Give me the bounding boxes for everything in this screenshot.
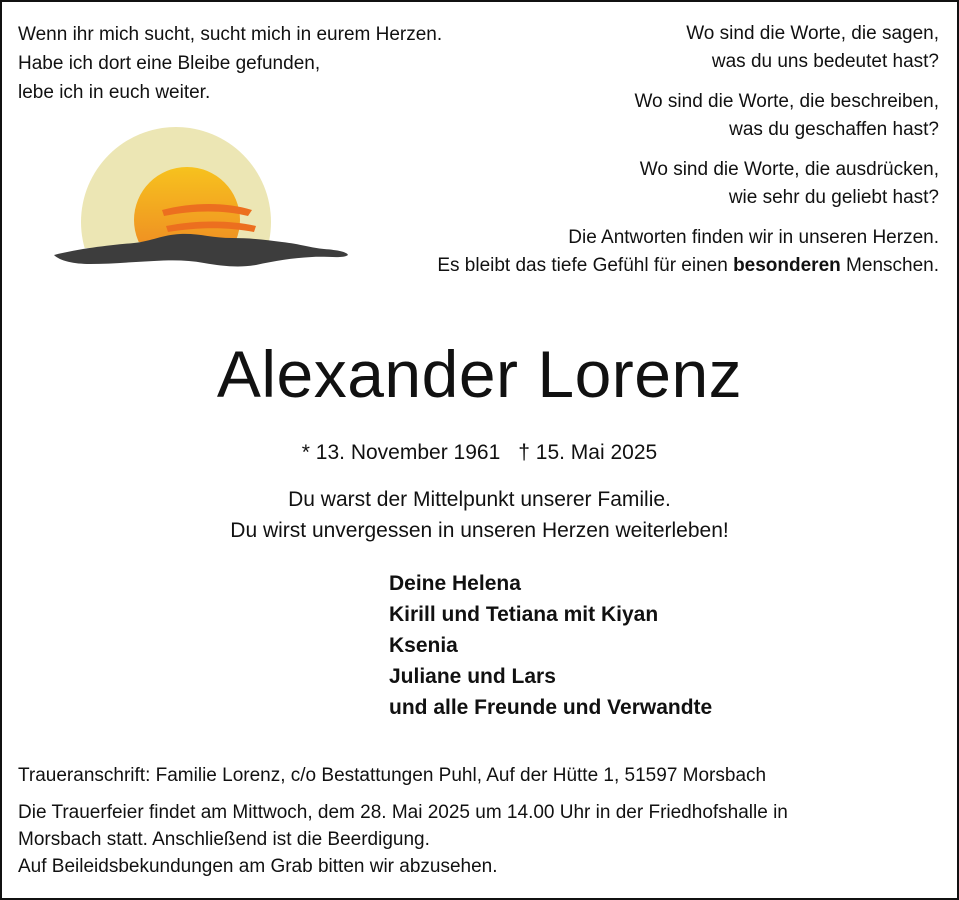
poem-right-line: was du geschaffen hast? xyxy=(729,119,939,140)
poem-stanza xyxy=(379,88,939,144)
deceased-name: Alexander Lorenz xyxy=(216,337,743,411)
footer-info xyxy=(18,762,938,880)
poem-stanza xyxy=(379,156,939,212)
poem-left-line: Wenn ihr mich sucht, sucht mich in eurem Herzen. xyxy=(18,24,443,45)
mourner-line: Deine Helena xyxy=(389,572,521,595)
notice-line: Die Trauerfeier findet am Mittwoch, dem 28. Mai 2025 um 14.00 Uhr in der Friedhofshalle in xyxy=(18,802,788,823)
poem-right-line: wie sehr du geliebt hast? xyxy=(728,187,939,208)
epitaph xyxy=(2,484,957,546)
poem-stanza xyxy=(379,20,939,76)
poem-right xyxy=(379,20,939,292)
mourner-line: Juliane und Lars xyxy=(389,665,556,688)
epitaph-line: Du wirst unvergessen in unseren Herzen weiterleben! xyxy=(230,519,729,542)
poem-left-line: lebe ich in euch weiter. xyxy=(18,82,211,103)
life-dates xyxy=(2,438,957,468)
birth-date: * 13. November 1961 xyxy=(301,441,501,464)
poem-right-line: Die Antworten finden wir in unseren Herzen. xyxy=(568,227,939,248)
poem-right-line: Wo sind die Worte, die ausdrücken, xyxy=(639,159,939,180)
poem-text: Es bleibt das tiefe Gefühl für einen xyxy=(437,255,734,276)
poem-right-line: Wo sind die Worte, die sagen, xyxy=(686,23,939,44)
notice-line: Morsbach statt. Anschließend ist die Beerdigung. xyxy=(18,829,430,850)
mourner-line: und alle Freunde und Verwandte xyxy=(389,696,713,719)
poem-right-line xyxy=(379,252,939,280)
poem-stanza xyxy=(379,224,939,280)
notice-line: Auf Beileidsbekundungen am Grab bitten wir abzusehen. xyxy=(18,856,498,877)
poem-text: Menschen. xyxy=(840,255,939,276)
funeral-notice xyxy=(18,799,938,880)
mourner-line: Ksenia xyxy=(389,634,458,657)
poem-right-line: was du uns bedeutet hast? xyxy=(711,51,939,72)
poem-emphasis: besonderen xyxy=(733,255,841,276)
poem-right-line: Wo sind die Worte, die beschreiben, xyxy=(634,91,939,112)
mourner-line: Kirill und Tetiana mit Kiyan xyxy=(389,603,659,626)
sunset-illustration xyxy=(42,114,360,300)
mourners-list xyxy=(389,568,712,723)
death-date: † 15. Mai 2025 xyxy=(518,441,658,464)
poem-left-line: Habe ich dort eine Bleibe gefunden, xyxy=(18,53,321,74)
epitaph-line: Du warst der Mittelpunkt unserer Familie. xyxy=(288,488,671,511)
mourning-address: Traueranschrift: Familie Lorenz, c/o Bestattungen Puhl, Auf der Hütte 1, 51597 Morsbach xyxy=(18,765,767,786)
